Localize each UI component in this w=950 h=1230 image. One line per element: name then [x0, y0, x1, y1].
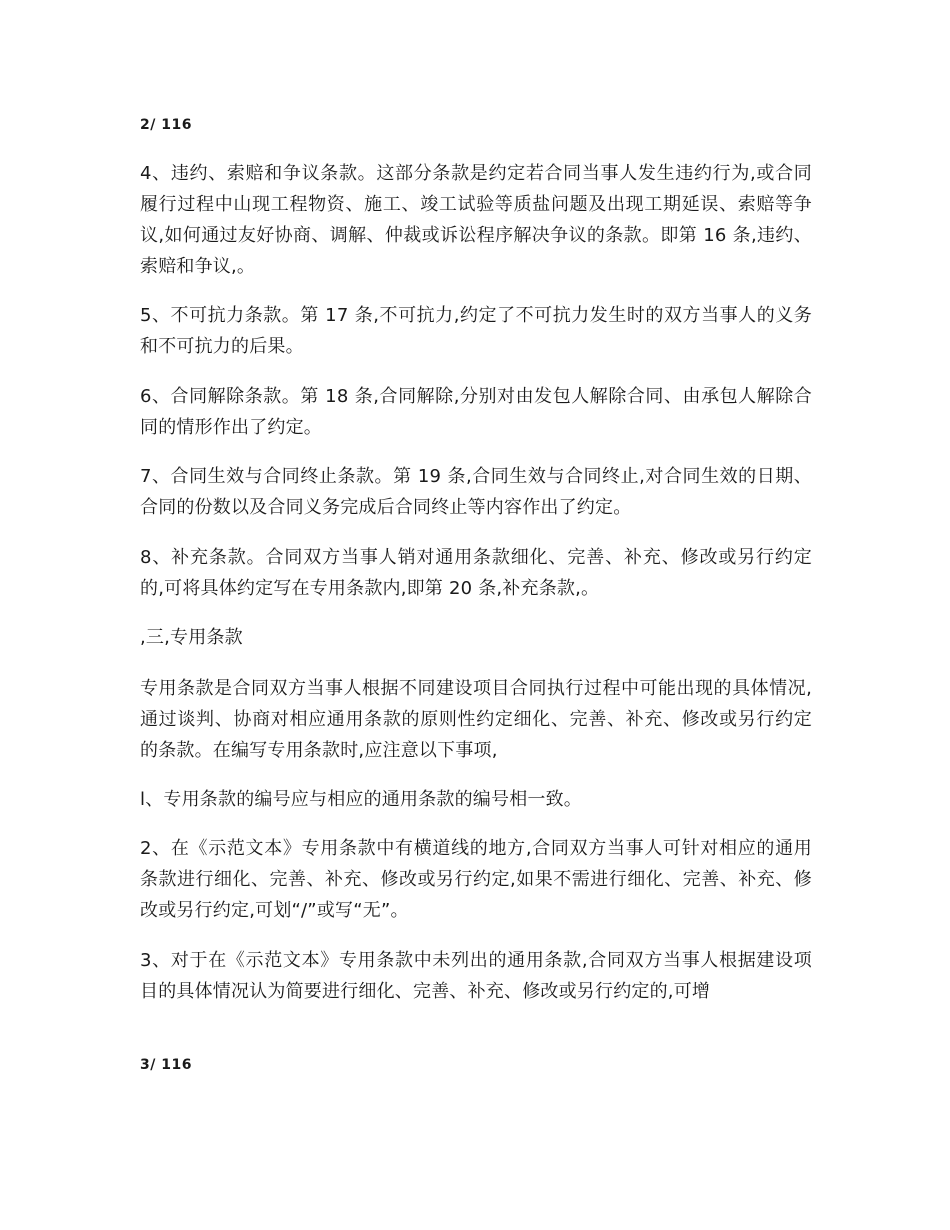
paragraph-numbering-rule: l、专用条款的编号应与相应的通用条款的编号相一致。: [140, 789, 582, 810]
paragraph-force-majeure: 5、不可抗力条款。第 17 条,不可抗力,约定了不可抗力发生时的双方当事人的义务和不可抗力的后果。: [140, 305, 812, 357]
paragraph-breach-clause: 4、违约、索赔和争议条款。这部分条款是约定若合同当事人发生违约行为,或合同履行过程中山现工程物资、施工、竣工试验等质盐问题及出现工期延误、索赔等争议,如何通过友好协商、调解、仲裁或诉讼程序解决争议的条款。即第 16 条,违约、索赔和争议,。: [140, 163, 812, 277]
paragraph-special-clauses-intro: 专用条款是合同双方当事人根据不同建设项目合同执行过程中可能出现的具体情况,通过谈判、协商对相应通用条款的原则性约定细化、完善、补充、修改或另行约定的条款。在编写专用条款时,应注意以下事项,: [140, 678, 812, 761]
paragraph-effectiveness: 7、合同生效与合同终止条款。第 19 条,合同生效与合同终止,对合同生效的日期、合同的份数以及合同义务完成后合同终止等内容作出了约定。: [140, 466, 812, 518]
page-number-bottom: 3/ 116: [140, 1057, 192, 1073]
paragraph-termination: 6、合同解除条款。第 18 条,合同解除,分别对由发包人解除合同、由承包人解除合同的情形作出了约定。: [140, 386, 812, 438]
section-heading-special-clauses: ,三,专用条款: [140, 627, 243, 648]
paragraph-supplementary: 8、补充条款。合同双方当事人销对通用条款细化、完善、补充、修改或另行约定的,可将具体约定写在专用条款内,即第 20 条,补充条款,。: [140, 547, 812, 599]
page-number-top: 2/ 116: [140, 117, 192, 133]
paragraph-unlisted-clauses-rule: 3、对于在《示范文本》专用条款中未列出的通用条款,合同双方当事人根据建设项目的具体情况认为简要进行细化、完善、补充、修改或另行约定的,可增: [140, 950, 812, 1002]
paragraph-dashed-lines-rule: 2、在《示范文本》专用条款中有横道线的地方,合同双方当事人可针对相应的通用条款进行细化、完善、补充、修改或另行约定,如果不需进行细化、完善、补充、修改或另行约定,可划“/”或写“无”。: [140, 838, 812, 921]
